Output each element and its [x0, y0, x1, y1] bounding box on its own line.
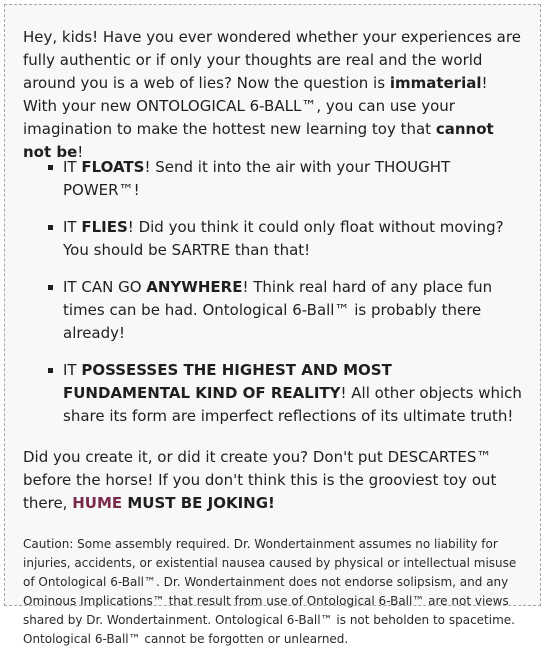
intro-bold-immaterial: immaterial	[389, 74, 482, 92]
feature-bold: POSSESSES THE HIGHEST AND MOST FUNDAMENTAL KIND OF REALITY	[63, 361, 392, 402]
feature-item-reality	[23, 359, 523, 428]
intro-paragraph	[23, 26, 523, 161]
bullet-icon	[48, 285, 53, 290]
feature-post: ! Did you think it could only float without moving? You should be SARTRE than that!	[63, 218, 504, 259]
outro-hume: HUME	[72, 494, 123, 512]
intro-text-3: !	[77, 143, 84, 161]
outro-paragraph	[23, 446, 523, 515]
feature-item-floats	[23, 156, 523, 202]
feature-pre: IT	[63, 218, 82, 236]
caution-text: Caution: Some assembly required. Dr. Wondertainment assumes no liability for injuries, accidents, or existential nausea caused by physical or intellectual misuse of Ontological 6-Ball™. Dr. Wondertainment does not endorse solipsism, and any Ominous Implications™ that result from use of Ontological 6-Ball™ are not views shared by Dr. Wondertainment. Ontological 6-Ball™ is not beholden to spacetime. Ontological 6-Ball™ cannot be forgotten or unlearned.	[23, 537, 517, 646]
intro-text-1: Hey, kids! Have you ever wondered whether your experiences are fully authentic or if only your thoughts are real and the world around you is a web of lies? Now the question is	[23, 28, 521, 92]
bullet-icon	[48, 165, 53, 170]
feature-list	[23, 156, 523, 428]
feature-post: ! Send it into the air with your THOUGHT POWER™!	[63, 158, 451, 199]
ad-content	[23, 26, 523, 649]
feature-bold: FLIES	[81, 218, 128, 236]
feature-bold: FLOATS	[81, 158, 145, 176]
feature-item-anywhere	[23, 276, 523, 345]
bullet-icon	[48, 368, 53, 373]
ad-box	[4, 4, 541, 646]
outro-joking: MUST BE JOKING!	[122, 494, 275, 512]
feature-pre: IT CAN GO	[63, 278, 147, 296]
feature-post: ! Think real hard of any place fun times can be had. Ontological 6-Ball™ is probably there already!	[63, 278, 493, 342]
feature-post: ! All other objects which share its form are imperfect reflections of its ultimate truth!	[63, 384, 522, 425]
feature-pre: IT	[63, 158, 82, 176]
intro-bold-cannot-not-be: cannot not be	[23, 120, 494, 161]
intro-text-2: ! With your new ONTOLOGICAL 6-BALL™, you can use your imagination to make the hottest new learning toy that	[23, 74, 488, 138]
feature-bold: ANYWHERE	[146, 278, 243, 296]
bullet-icon	[48, 225, 53, 230]
outro-text: Did you create it, or did it create you? Don't put DESCARTES™ before the horse! If you don't think this is the grooviest toy out there,	[23, 448, 497, 512]
feature-item-flies	[23, 216, 523, 262]
feature-pre: IT	[63, 361, 82, 379]
